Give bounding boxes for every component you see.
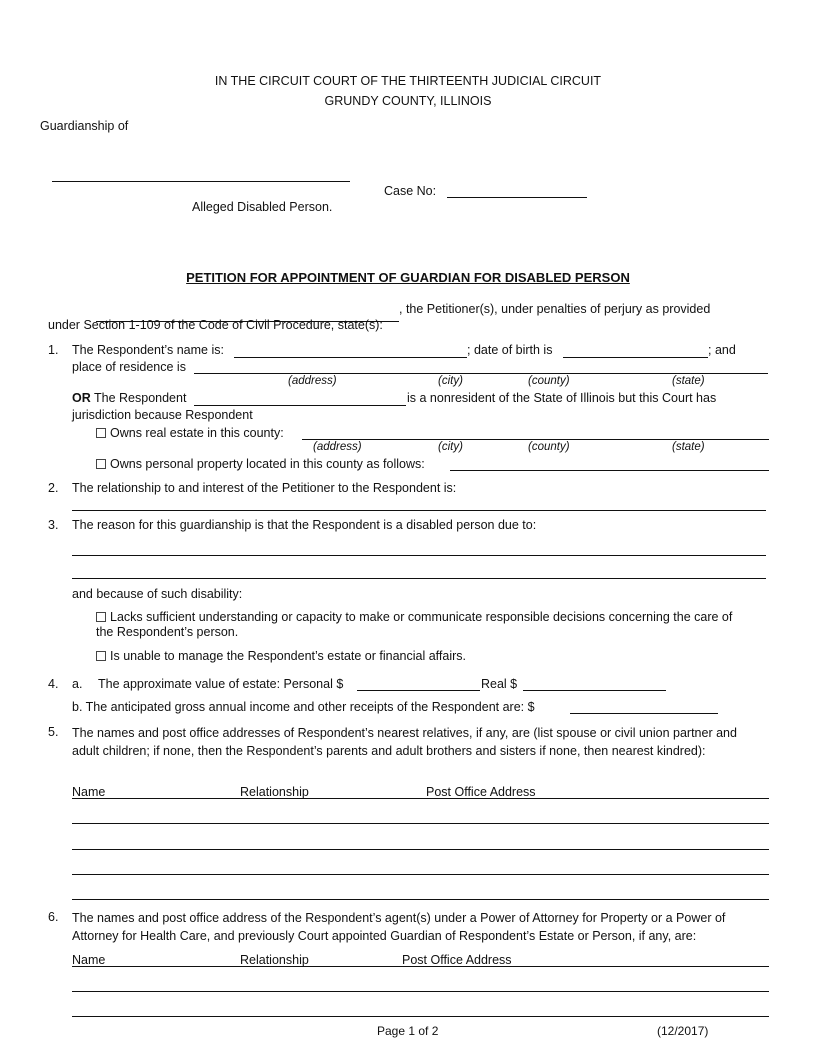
personal-property-label: Owns personal property located in this county as follows: <box>110 457 425 471</box>
relatives-col-address: Post Office Address <box>426 785 536 799</box>
reason-field-2[interactable] <box>72 578 766 579</box>
dob-label: ; date of birth is <box>467 343 553 357</box>
lacks-understanding-option[interactable] <box>96 610 746 640</box>
relationship-text: The relationship to and interest of the Petitioner to the Respondent is: <box>72 481 457 495</box>
county-caption: (county) <box>528 375 570 387</box>
case-no-label: Case No: <box>384 184 437 198</box>
page-title: PETITION FOR APPOINTMENT OF GUARDIAN FOR DISABLED PERSON <box>186 270 630 285</box>
unable-manage-label: Is unable to manage the Respondent’s estate or financial affairs. <box>110 649 467 663</box>
real-value-field[interactable] <box>523 690 666 691</box>
item4a-letter: a. <box>72 677 83 691</box>
agents-row-2[interactable] <box>72 1016 769 1017</box>
address-caption-2: (address) <box>313 441 362 453</box>
relatives-header-rule <box>72 798 769 799</box>
county-caption-2: (county) <box>528 441 570 453</box>
or-nonresident-line <box>72 391 186 405</box>
personal-value-label: The approximate value of estate: Personal $ <box>98 677 344 691</box>
item5-number: 5. <box>48 725 59 739</box>
state-caption: (state) <box>672 375 705 387</box>
reason-field-1[interactable] <box>72 555 766 556</box>
relatives-row-1[interactable] <box>72 823 769 824</box>
city-caption-2: (city) <box>438 441 463 453</box>
relatives-col-relationship: Relationship <box>240 785 309 799</box>
case-no-field[interactable] <box>447 197 587 198</box>
state-caption-2: (state) <box>672 441 705 453</box>
real-value-label: Real $ <box>481 677 518 691</box>
real-estate-label: Owns real estate in this county: <box>110 426 284 440</box>
item2-number: 2. <box>48 481 59 495</box>
agents-col-relationship: Relationship <box>240 953 309 967</box>
and-text: ; and <box>708 343 736 357</box>
relatives-row-3[interactable] <box>72 874 769 875</box>
petitioner-intro-text: , the Petitioner(s), under penalties of perjury as provided <box>399 302 711 316</box>
item6-number: 6. <box>48 910 59 924</box>
relatives-row-4[interactable] <box>72 899 769 900</box>
item3-number: 3. <box>48 518 59 532</box>
disabled-person-name-field[interactable] <box>52 181 350 182</box>
or-label: OR <box>72 391 91 405</box>
annual-income-label: b. The anticipated gross annual income and other receipts of the Respondent are: $ <box>72 700 535 714</box>
personal-property-option[interactable] <box>96 457 425 471</box>
city-caption: (city) <box>438 375 463 387</box>
guardianship-of-label: Guardianship of <box>40 119 129 133</box>
personal-property-field[interactable] <box>450 470 769 471</box>
dob-field[interactable] <box>563 357 708 358</box>
or-respondent-text: The Respondent <box>90 391 187 405</box>
unable-manage-checkbox[interactable] <box>96 651 106 661</box>
agents-col-name: Name <box>72 953 106 967</box>
item4-number: 4. <box>48 677 59 691</box>
relatives-text: The names and post office addresses of Respondent’s nearest relatives, if any, are (list spouse or civil union partner and adult children; if none, then the Respondent’s parents and adult brothers and sisters if none, then nearest kindred): <box>72 726 737 758</box>
agents-col-address: Post Office Address <box>402 953 512 967</box>
jurisdiction-text: jurisdiction because Respondent <box>72 408 253 422</box>
because-text: and because of such disability: <box>72 587 243 601</box>
personal-value-field[interactable] <box>357 690 480 691</box>
item1-number: 1. <box>48 343 59 357</box>
personal-property-checkbox[interactable] <box>96 459 106 469</box>
respondent-name-label: The Respondent’s name is: <box>72 343 224 357</box>
nonresident-name-field[interactable] <box>194 405 406 406</box>
court-heading: IN THE CIRCUIT COURT OF THE THIRTEENTH JUDICIAL CIRCUIT <box>214 74 602 88</box>
residence-label: place of residence is <box>72 360 186 374</box>
unable-manage-option[interactable] <box>96 649 466 663</box>
lacks-understanding-checkbox[interactable] <box>96 612 106 622</box>
residence-field[interactable] <box>194 373 768 374</box>
address-caption: (address) <box>288 375 337 387</box>
respondent-name-field[interactable] <box>234 357 467 358</box>
page-number: Page 1 of 2 <box>377 1024 439 1038</box>
nonresident-text: is a nonresident of the State of Illinois but this Court has <box>407 391 717 405</box>
agents-text: The names and post office address of the Respondent’s agent(s) under a Power of Attorney for Property or a Power of Attorney for Health Care, and previously Court appointed Guardian of Respondent’s Estate or Person, if any, are: <box>72 911 726 943</box>
agents-row-1[interactable] <box>72 991 769 992</box>
revision-date: (12/2017) <box>657 1024 709 1038</box>
real-estate-option[interactable] <box>96 426 284 440</box>
relationship-field[interactable] <box>72 510 766 511</box>
annual-income-field[interactable] <box>570 713 718 714</box>
county-heading: GRUNDY COUNTY, ILLINOIS <box>324 94 492 108</box>
real-estate-checkbox[interactable] <box>96 428 106 438</box>
relatives-col-name: Name <box>72 785 106 799</box>
reason-text: The reason for this guardianship is that the Respondent is a disabled person due to: <box>72 518 537 532</box>
alleged-disabled-label: Alleged Disabled Person. <box>192 200 333 214</box>
section-text: under Section 1-109 of the Code of Civil Procedure, state(s): <box>48 318 383 332</box>
real-estate-field[interactable] <box>302 439 769 440</box>
lacks-understanding-label: Lacks sufficient understanding or capacity to make or communicate responsible decisions concerning the care of the Respondent’s person. <box>96 610 733 639</box>
relatives-row-2[interactable] <box>72 849 769 850</box>
